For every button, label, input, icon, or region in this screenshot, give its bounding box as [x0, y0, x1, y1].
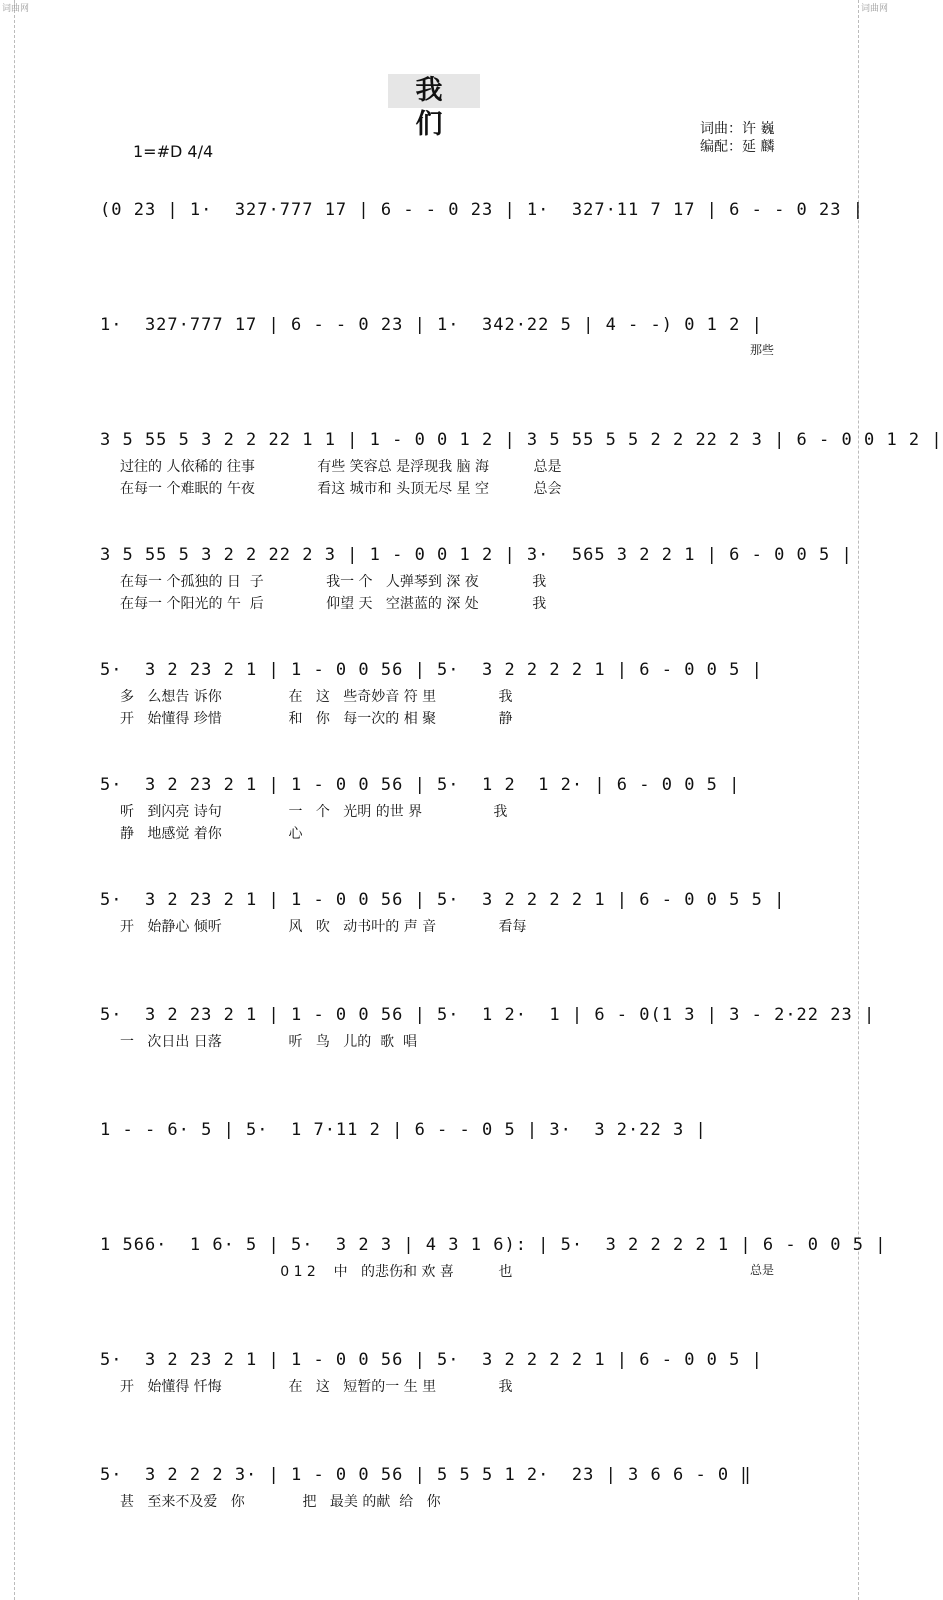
lyric-line: 过往的 人依稀的 往事 有些 笑容总 是浮现我 脑 海 总是	[120, 459, 562, 475]
left-watermark: 词曲网	[2, 4, 30, 14]
score-line-notes: 1· 327·777 17 | 6 - - 0 23 | 1· 342·22 5 | 4 - -) 0 1 2 |	[100, 315, 763, 335]
score-line-notes: 1 - - 6· 5 | 5· 1 7·11 2 | 6 - - 0 5 | 3· 3 2·22 3 |	[100, 1120, 707, 1140]
lyric-line: 在每一 个阳光的 午 后 仰望 天 空湛蓝的 深 处 我	[120, 596, 547, 612]
lyric-line: 0 1 2 中 的悲伤和 欢 喜 也	[120, 1264, 513, 1280]
score-line-notes: 3 5 55 5 3 2 2 22 2 3 | 1 - 0 0 1 2 | 3· 565 3 2 2 1 | 6 - 0 0 5 |	[100, 545, 853, 565]
lyric-line: 在每一 个难眠的 午夜 看这 城市和 头顶无尽 星 空 总会	[120, 481, 562, 497]
lyric-line: 一 次日出 日落 听 鸟 儿的 歌 唱	[120, 1034, 418, 1050]
score-line-notes: 5· 3 2 23 2 1 | 1 - 0 0 56 | 5· 3 2 2 2 2 1 | 6 - 0 0 5 5 |	[100, 890, 786, 910]
score-line-notes: 1 566· 1 6· 5 | 5· 3 2 3 | 4 3 1 6): | 5· 3 2 2 2 2 1 | 6 - 0 0 5 |	[100, 1235, 887, 1255]
key-signature: 1=#D 4/4	[133, 142, 214, 161]
score-line-notes: 3 5 55 5 3 2 2 22 1 1 | 1 - 0 0 1 2 | 3 5 55 5 5 2 2 22 2 3 | 6 - 0 0 1 2 |	[100, 430, 943, 450]
lyric-line: 开 始懂得 珍惜 和 你 每一次的 相 聚 静	[120, 711, 513, 727]
score-line-notes: 5· 3 2 2 2 3· | 1 - 0 0 56 | 5 5 5 1 2· 23 | 3 6 6 - 0 ‖	[100, 1465, 752, 1485]
right-watermark-strip	[858, 0, 889, 1600]
credit-arrange: 编配：延 麟	[700, 139, 775, 155]
score-line-notes: (0 23 | 1· 327·777 17 | 6 - - 0 23 | 1· 327·11 7 17 | 6 - - 0 23 |	[100, 200, 864, 220]
lyric-line: 静 地感觉 着你 心	[120, 826, 303, 842]
lyric-line: 在每一 个孤独的 日 子 我一 个 人弹琴到 深 夜 我	[120, 574, 547, 590]
score-line-notes: 5· 3 2 23 2 1 | 1 - 0 0 56 | 5· 1 2 1 2· | 6 - 0 0 5 |	[100, 775, 741, 795]
lyric-pickup: 那些	[750, 343, 775, 357]
score-line-notes: 5· 3 2 23 2 1 | 1 - 0 0 56 | 5· 3 2 2 2 2 1 | 6 - 0 0 5 |	[100, 1350, 763, 1370]
right-watermark: 词曲网	[861, 4, 889, 14]
song-title: 我 们	[388, 74, 480, 108]
lyric-line: 开 始懂得 忏悔 在 这 短暂的一 生 里 我	[120, 1379, 513, 1395]
left-watermark-strip	[0, 0, 30, 1600]
lyric-line: 多 么想告 诉你 在 这 些奇妙音 符 里 我	[120, 689, 513, 705]
lyric-pickup: 总是	[750, 1263, 775, 1277]
lyric-line: 开 始静心 倾听 风 吹 动书叶的 声 音 看每	[120, 919, 527, 935]
score-line-notes: 5· 3 2 23 2 1 | 1 - 0 0 56 | 5· 3 2 2 2 2 1 | 6 - 0 0 5 |	[100, 660, 763, 680]
lyric-line: 听 到闪亮 诗句 一 个 光明 的世 界 我	[120, 804, 508, 820]
credits	[700, 120, 774, 156]
credit-lyrics: 词曲：许 巍	[700, 121, 775, 137]
score-line-notes: 5· 3 2 23 2 1 | 1 - 0 0 56 | 5· 1 2· 1 | 6 - 0(1 3 | 3 - 2·22 23 |	[100, 1005, 876, 1025]
lyric-line: 甚 至来不及爱 你 把 最美 的献 给 你	[120, 1494, 441, 1510]
